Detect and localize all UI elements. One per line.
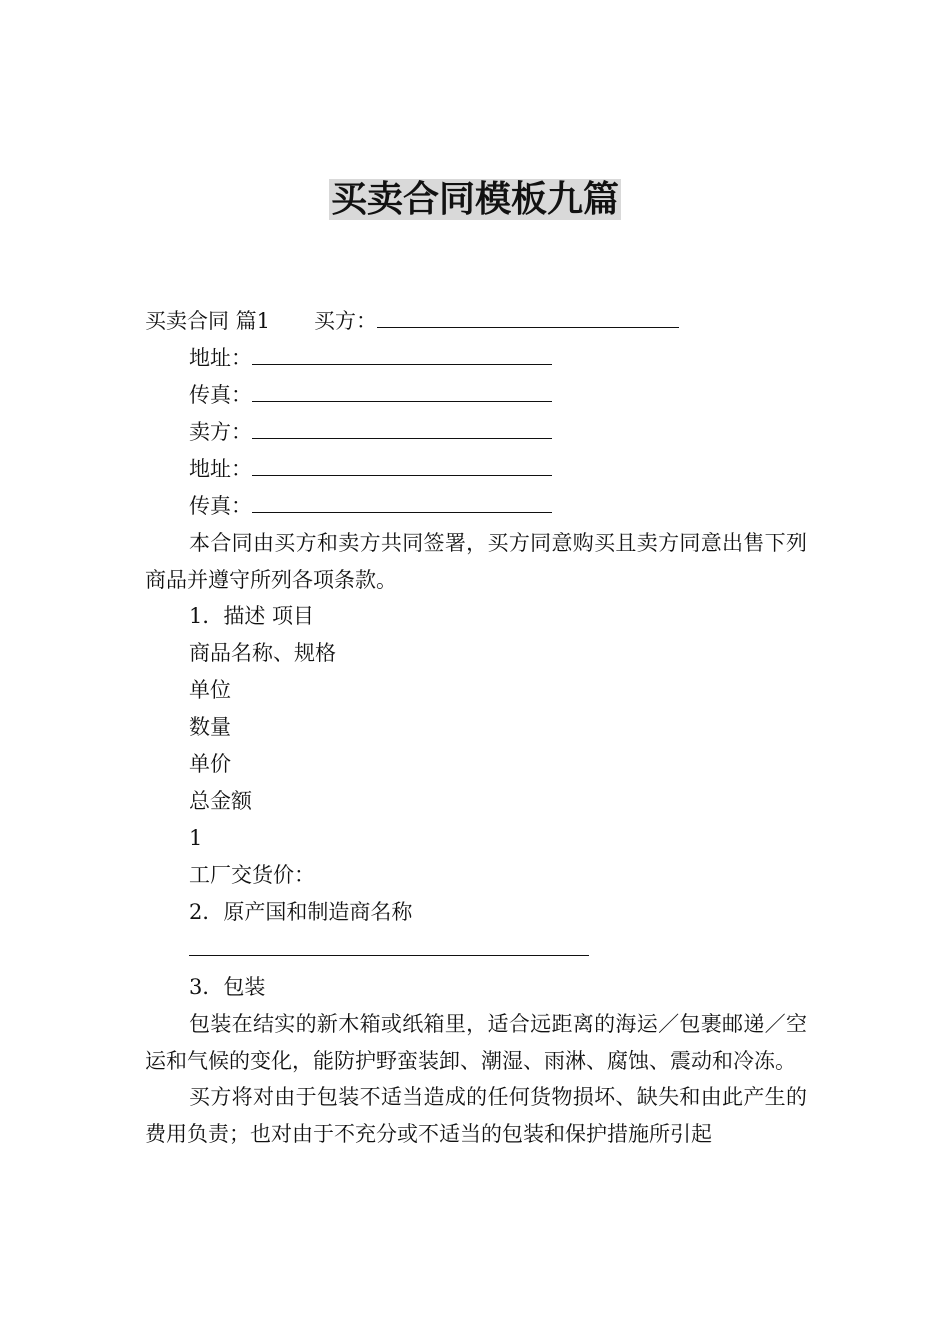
origin-blank [189, 931, 589, 956]
document-title [0, 178, 950, 222]
buyer-label: 买方： [314, 309, 378, 333]
item-line: 总金额 [189, 789, 252, 813]
liability-paragraph: 买方将对由于包装不适当造成的任何货物损坏、缺失和由此产生的费用负责；也对由于不充分或不适当的包装和保护措施所引起 [145, 1085, 807, 1146]
document-body [145, 303, 807, 1152]
intro-paragraph: 本合同由买方和卖方共同签署，买方同意购买且卖方同意出售下列商品并遵守所列各项条款。 [145, 531, 807, 592]
field-blank [252, 488, 552, 513]
origin-heading: 2．原产国和制造商名称 [189, 900, 413, 924]
field-label: 传真： [189, 494, 252, 518]
item-line: 1 [189, 826, 203, 850]
field-label: 传真： [189, 383, 252, 407]
field-blank [252, 414, 552, 439]
party-field-fax-1 [145, 377, 807, 414]
items-heading: 1．描述 项目 [189, 604, 315, 628]
origin-blank-line [145, 931, 807, 969]
section-label: 买卖合同 篇1 [145, 309, 271, 333]
field-label: 地址： [189, 457, 252, 481]
item-line: 数量 [189, 715, 231, 739]
field-blank [252, 377, 552, 402]
packing-heading: 3．包装 [189, 975, 266, 999]
item-line: 单价 [189, 752, 231, 776]
field-label: 地址： [189, 346, 252, 370]
packing-paragraph: 包装在结实的新木箱或纸箱里，适合远距离的海运／包裹邮递／空运和气候的变化，能防护野蛮装卸、潮湿、雨淋、腐蚀、震动和冷冻。 [145, 1012, 807, 1073]
party-field-address-2 [145, 451, 807, 488]
item-line: 单位 [189, 678, 231, 702]
party-field-address-1 [145, 340, 807, 377]
party-field-seller [145, 414, 807, 451]
field-blank [252, 451, 552, 476]
field-blank [252, 340, 552, 365]
document-title-text: 买卖合同模板九篇 [330, 179, 619, 220]
buyer-blank [377, 303, 679, 328]
item-line: 商品名称、规格 [189, 641, 336, 665]
header-line [145, 303, 807, 340]
party-field-fax-2 [145, 488, 807, 525]
item-line: 工厂交货价： [189, 863, 315, 887]
field-label: 卖方： [189, 420, 252, 444]
